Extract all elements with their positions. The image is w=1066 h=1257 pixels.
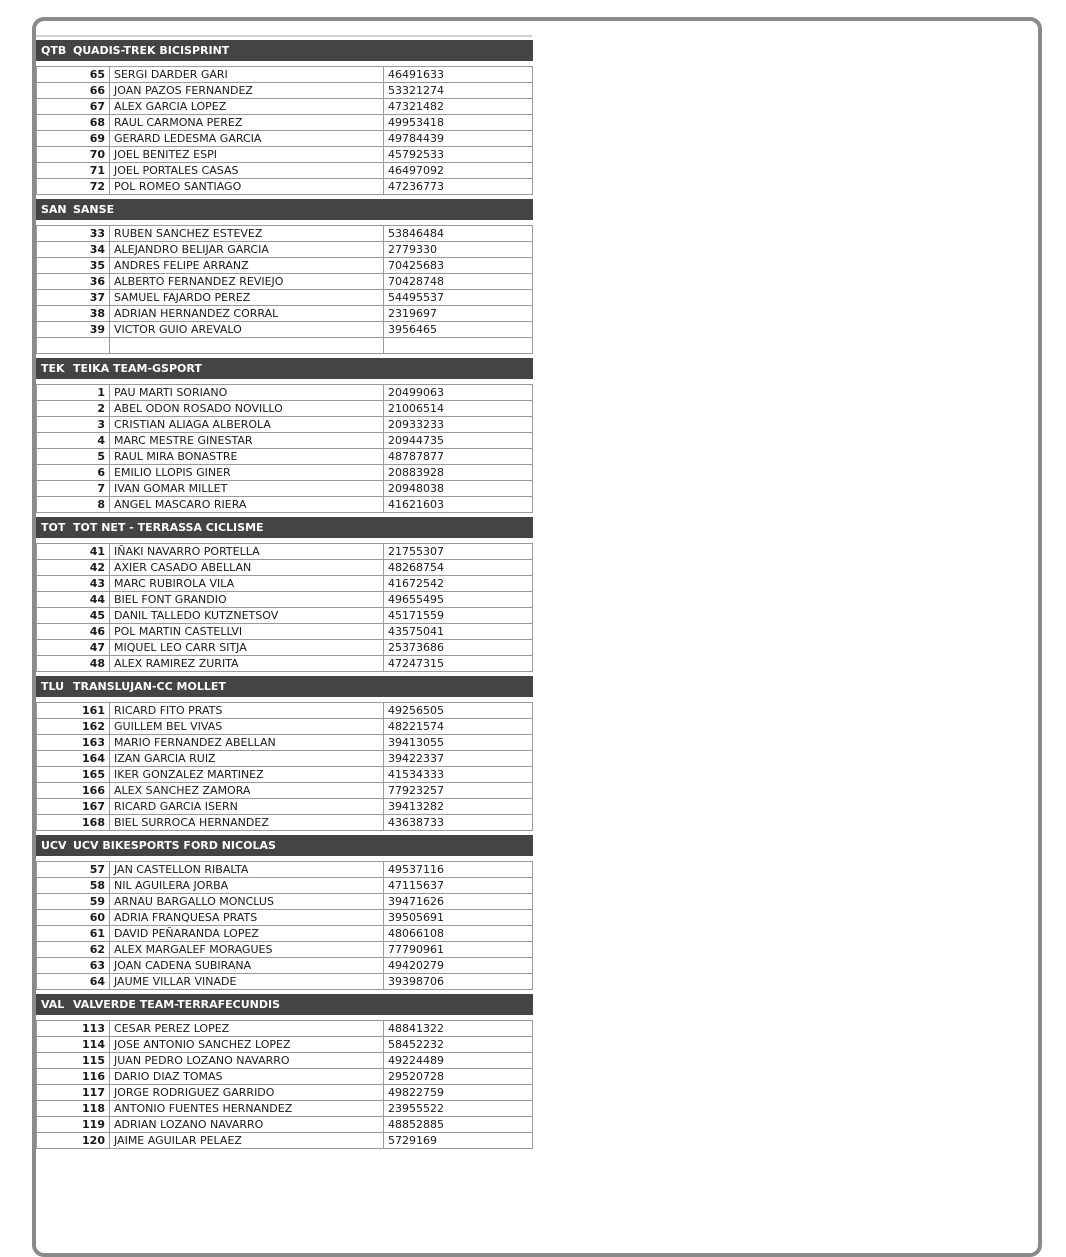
rider-name: MIQUEL LEO CARR SITJA xyxy=(110,640,384,656)
rider-name: ANDRES FELIPE ARRANZ xyxy=(110,258,384,274)
rider-number: 36 xyxy=(37,274,110,290)
rider-license-id: 20948038 xyxy=(384,481,533,497)
team-block xyxy=(36,835,533,994)
rider-row xyxy=(37,576,533,592)
team-block xyxy=(36,199,533,358)
rider-number: 43 xyxy=(37,576,110,592)
rider-row xyxy=(37,1021,533,1037)
rider-name: ALEX GARCIA LOPEZ xyxy=(110,99,384,115)
rider-license-id: 70425683 xyxy=(384,258,533,274)
rider-license-id: 45792533 xyxy=(384,147,533,163)
rider-license-id: 41534333 xyxy=(384,767,533,783)
rider-name: ANGEL MASCARO RIERA xyxy=(110,497,384,513)
rider-name: RAUL CARMONA PEREZ xyxy=(110,115,384,131)
rider-name: ADRIAN HERNANDEZ CORRAL xyxy=(110,306,384,322)
rider-license-id: 2779330 xyxy=(384,242,533,258)
rider-row xyxy=(37,258,533,274)
rider-name: EMILIO LLOPIS GINER xyxy=(110,465,384,481)
rider-number: 45 xyxy=(37,608,110,624)
rider-name: CESAR PEREZ LOPEZ xyxy=(110,1021,384,1037)
rider-number: 1 xyxy=(37,385,110,401)
rider-number: 8 xyxy=(37,497,110,513)
rider-license-id: 47236773 xyxy=(384,179,533,195)
rider-number: 161 xyxy=(37,703,110,719)
rider-name: ARNAU BARGALLO MONCLUS xyxy=(110,894,384,910)
rider-name: JAIME AGUILAR PELAEZ xyxy=(110,1133,384,1149)
rider-number: 39 xyxy=(37,322,110,338)
rider-name: ALEJANDRO BELIJAR GARCIA xyxy=(110,242,384,258)
rider-number: 168 xyxy=(37,815,110,831)
rider-row xyxy=(37,465,533,481)
rider-number: 116 xyxy=(37,1069,110,1085)
rider-license-id: 43638733 xyxy=(384,815,533,831)
rider-row xyxy=(37,910,533,926)
rider-number: 41 xyxy=(37,544,110,560)
rider-name: ALEX MARGALEF MORAGUES xyxy=(110,942,384,958)
rider-number: 117 xyxy=(37,1085,110,1101)
rider-row xyxy=(37,481,533,497)
rider-number: 60 xyxy=(37,910,110,926)
rider-name: JAUME VILLAR VINADE xyxy=(110,974,384,990)
rider-number: 6 xyxy=(37,465,110,481)
team-name: TRANSLUJAN-CC MOLLET xyxy=(73,680,226,693)
rider-license-id: 39413282 xyxy=(384,799,533,815)
rider-row xyxy=(37,67,533,83)
rider-number: 163 xyxy=(37,735,110,751)
rider-license-id: 49655495 xyxy=(384,592,533,608)
team-block xyxy=(36,517,533,676)
rider-number: 72 xyxy=(37,179,110,195)
rider-number: 120 xyxy=(37,1133,110,1149)
rider-number: 46 xyxy=(37,624,110,640)
rider-license-id: 20933233 xyxy=(384,417,533,433)
rider-license-id: 49256505 xyxy=(384,703,533,719)
rider-row xyxy=(37,417,533,433)
rider-license-id: 58452232 xyxy=(384,1037,533,1053)
rider-name: ABEL ODON ROSADO NOVILLO xyxy=(110,401,384,417)
rider-number: 66 xyxy=(37,83,110,99)
rider-license-id: 49822759 xyxy=(384,1085,533,1101)
rider-license-id: 48787877 xyxy=(384,449,533,465)
rider-name: IVAN GOMAR MILLET xyxy=(110,481,384,497)
rider-row xyxy=(37,338,533,354)
rider-number: 3 xyxy=(37,417,110,433)
rider-name: MARC RUBIROLA VILA xyxy=(110,576,384,592)
rider-number: 119 xyxy=(37,1117,110,1133)
rider-number: 71 xyxy=(37,163,110,179)
rider-license-id: 48221574 xyxy=(384,719,533,735)
rider-license-id: 39413055 xyxy=(384,735,533,751)
rider-license-id: 47115637 xyxy=(384,878,533,894)
rider-number: 2 xyxy=(37,401,110,417)
rider-row xyxy=(37,703,533,719)
rider-name: DARIO DIAZ TOMAS xyxy=(110,1069,384,1085)
team-name: QUADIS-TREK BICISPRINT xyxy=(73,44,230,57)
rider-row xyxy=(37,544,533,560)
rider-number: 35 xyxy=(37,258,110,274)
rider-license-id: 49224489 xyxy=(384,1053,533,1069)
rider-license-id: 39471626 xyxy=(384,894,533,910)
rider-name: ANTONIO FUENTES HERNANDEZ xyxy=(110,1101,384,1117)
rider-row xyxy=(37,815,533,831)
rider-number: 34 xyxy=(37,242,110,258)
rider-row xyxy=(37,1117,533,1133)
rider-number: 44 xyxy=(37,592,110,608)
rider-number: 42 xyxy=(37,560,110,576)
rider-license-id: 29520728 xyxy=(384,1069,533,1085)
rider-name: JOAN PAZOS FERNANDEZ xyxy=(110,83,384,99)
rider-license-id: 49420279 xyxy=(384,958,533,974)
rider-number: 114 xyxy=(37,1037,110,1053)
rider-number: 165 xyxy=(37,767,110,783)
rider-row xyxy=(37,226,533,242)
team-code: VAL xyxy=(41,998,65,1011)
rider-name: RICARD GARCIA ISERN xyxy=(110,799,384,815)
rider-name: MARIO FERNANDEZ ABELLAN xyxy=(110,735,384,751)
rider-row xyxy=(37,131,533,147)
team-block xyxy=(36,358,533,517)
rider-name xyxy=(110,338,384,354)
team-code: SAN xyxy=(41,203,67,216)
rider-row xyxy=(37,449,533,465)
rider-row xyxy=(37,624,533,640)
rider-row xyxy=(37,83,533,99)
rider-row xyxy=(37,592,533,608)
rider-license-id: 20499063 xyxy=(384,385,533,401)
rider-license-id: 54495537 xyxy=(384,290,533,306)
rider-name: ADRIA FRANQUESA PRATS xyxy=(110,910,384,926)
rider-table xyxy=(36,543,533,672)
team-name: TOT NET - TERRASSA CICLISME xyxy=(73,521,264,534)
rider-number: 37 xyxy=(37,290,110,306)
rider-license-id: 53846484 xyxy=(384,226,533,242)
rider-number: 47 xyxy=(37,640,110,656)
rider-number: 162 xyxy=(37,719,110,735)
rider-row xyxy=(37,878,533,894)
rider-row xyxy=(37,322,533,338)
rider-name: DANIL TALLEDO KUTZNETSOV xyxy=(110,608,384,624)
rider-name: DAVID PEÑARANDA LOPEZ xyxy=(110,926,384,942)
team-header xyxy=(36,676,533,697)
rider-number: 164 xyxy=(37,751,110,767)
rider-name: POL ROMEO SANTIAGO xyxy=(110,179,384,195)
rider-license-id: 21006514 xyxy=(384,401,533,417)
rider-license-id: 45171559 xyxy=(384,608,533,624)
rider-license-id: 43575041 xyxy=(384,624,533,640)
rider-name: CRISTIAN ALIAGA ALBEROLA xyxy=(110,417,384,433)
rider-name: ALBERTO FERNANDEZ REVIEJO xyxy=(110,274,384,290)
rider-row xyxy=(37,179,533,195)
rider-name: RUBEN SANCHEZ ESTEVEZ xyxy=(110,226,384,242)
rider-row xyxy=(37,751,533,767)
rider-license-id: 20883928 xyxy=(384,465,533,481)
rider-number: 65 xyxy=(37,67,110,83)
rider-number: 61 xyxy=(37,926,110,942)
rider-name: ALEX SANCHEZ ZAMORA xyxy=(110,783,384,799)
rider-number: 57 xyxy=(37,862,110,878)
team-roster-list xyxy=(36,40,533,1153)
rider-row xyxy=(37,401,533,417)
rider-number: 166 xyxy=(37,783,110,799)
rider-row xyxy=(37,163,533,179)
rider-number: 33 xyxy=(37,226,110,242)
rider-row xyxy=(37,306,533,322)
rider-row xyxy=(37,1037,533,1053)
rider-number: 68 xyxy=(37,115,110,131)
team-block xyxy=(36,40,533,199)
rider-license-id: 39398706 xyxy=(384,974,533,990)
rider-row xyxy=(37,862,533,878)
rider-name: JOEL BENITEZ ESPI xyxy=(110,147,384,163)
rider-name: JOEL PORTALES CASAS xyxy=(110,163,384,179)
rider-license-id: 39422337 xyxy=(384,751,533,767)
rider-row xyxy=(37,1085,533,1101)
team-name: UCV BIKESPORTS FORD NICOLAS xyxy=(73,839,276,852)
rider-license-id: 25373686 xyxy=(384,640,533,656)
rider-name: JOSE ANTONIO SANCHEZ LOPEZ xyxy=(110,1037,384,1053)
rider-license-id: 49537116 xyxy=(384,862,533,878)
rider-row xyxy=(37,735,533,751)
rider-row xyxy=(37,799,533,815)
rider-license-id: 48066108 xyxy=(384,926,533,942)
rider-row xyxy=(37,1053,533,1069)
rider-number: 58 xyxy=(37,878,110,894)
rider-license-id: 41621603 xyxy=(384,497,533,513)
rider-license-id: 3956465 xyxy=(384,322,533,338)
team-code: TLU xyxy=(41,680,65,693)
team-block xyxy=(36,994,533,1153)
rider-name: IKER GONZALEZ MARTINEZ xyxy=(110,767,384,783)
rider-table xyxy=(36,702,533,831)
rider-row xyxy=(37,942,533,958)
rider-row xyxy=(37,433,533,449)
rider-number: 63 xyxy=(37,958,110,974)
team-code: TEK xyxy=(41,362,65,375)
rider-name: AXIER CASADO ABELLAN xyxy=(110,560,384,576)
rider-license-id: 5729169 xyxy=(384,1133,533,1149)
rider-number: 48 xyxy=(37,656,110,672)
rider-name: SERGI DARDER GARI xyxy=(110,67,384,83)
rider-row xyxy=(37,656,533,672)
rider-license-id: 20944735 xyxy=(384,433,533,449)
rider-table xyxy=(36,384,533,513)
rider-license-id: 46491633 xyxy=(384,67,533,83)
rider-number: 167 xyxy=(37,799,110,815)
rider-name: IZAN GARCIA RUIZ xyxy=(110,751,384,767)
team-header xyxy=(36,994,533,1015)
rider-row xyxy=(37,242,533,258)
rider-row xyxy=(37,926,533,942)
rider-license-id: 41672542 xyxy=(384,576,533,592)
team-header xyxy=(36,358,533,379)
rider-number: 59 xyxy=(37,894,110,910)
rider-row xyxy=(37,958,533,974)
rider-row xyxy=(37,497,533,513)
rider-name: RAUL MIRA BONASTRE xyxy=(110,449,384,465)
rider-number: 113 xyxy=(37,1021,110,1037)
rider-name: MARC MESTRE GINESTAR xyxy=(110,433,384,449)
rider-license-id: 49953418 xyxy=(384,115,533,131)
rider-row xyxy=(37,894,533,910)
rider-name: BIEL FONT GRANDIO xyxy=(110,592,384,608)
rider-number: 62 xyxy=(37,942,110,958)
rider-number: 7 xyxy=(37,481,110,497)
team-header xyxy=(36,835,533,856)
rider-license-id: 46497092 xyxy=(384,163,533,179)
rider-name: SAMUEL FAJARDO PEREZ xyxy=(110,290,384,306)
rider-license-id: 47247315 xyxy=(384,656,533,672)
rider-name: ALEX RAMIREZ ZURITA xyxy=(110,656,384,672)
rider-row xyxy=(37,640,533,656)
rider-name: JORGE RODRIGUEZ GARRIDO xyxy=(110,1085,384,1101)
rider-row xyxy=(37,99,533,115)
top-divider xyxy=(36,35,532,37)
rider-license-id: 39505691 xyxy=(384,910,533,926)
rider-license-id: 70428748 xyxy=(384,274,533,290)
rider-row xyxy=(37,147,533,163)
rider-name: JUAN PEDRO LOZANO NAVARRO xyxy=(110,1053,384,1069)
rider-row xyxy=(37,1069,533,1085)
rider-license-id: 21755307 xyxy=(384,544,533,560)
rider-name: GUILLEM BEL VIVAS xyxy=(110,719,384,735)
rider-number: 38 xyxy=(37,306,110,322)
rider-row xyxy=(37,767,533,783)
rider-row xyxy=(37,719,533,735)
rider-row xyxy=(37,560,533,576)
rider-license-id: 48841322 xyxy=(384,1021,533,1037)
rider-table xyxy=(36,861,533,990)
rider-row xyxy=(37,1101,533,1117)
rider-name: JAN CASTELLON RIBALTA xyxy=(110,862,384,878)
rider-license-id: 2319697 xyxy=(384,306,533,322)
rider-license-id: 48268754 xyxy=(384,560,533,576)
rider-name: VICTOR GUIO AREVALO xyxy=(110,322,384,338)
rider-license-id: 23955522 xyxy=(384,1101,533,1117)
rider-name: BIEL SURROCA HERNANDEZ xyxy=(110,815,384,831)
rider-name: JOAN CADENA SUBIRANA xyxy=(110,958,384,974)
rider-number xyxy=(37,338,110,354)
rider-row xyxy=(37,385,533,401)
team-code: UCV xyxy=(41,839,67,852)
rider-row xyxy=(37,115,533,131)
rider-license-id: 47321482 xyxy=(384,99,533,115)
rider-row xyxy=(37,974,533,990)
rider-name: RICARD FITO PRATS xyxy=(110,703,384,719)
team-name: TEIKA TEAM-GSPORT xyxy=(73,362,202,375)
team-block xyxy=(36,676,533,835)
team-header xyxy=(36,199,533,220)
team-code: TOT xyxy=(41,521,66,534)
rider-row xyxy=(37,274,533,290)
rider-number: 4 xyxy=(37,433,110,449)
rider-license-id xyxy=(384,338,533,354)
rider-row xyxy=(37,608,533,624)
rider-table xyxy=(36,225,533,354)
rider-row xyxy=(37,1133,533,1149)
rider-name: ADRIAN LOZANO NAVARRO xyxy=(110,1117,384,1133)
rider-number: 5 xyxy=(37,449,110,465)
rider-name: POL MARTIN CASTELLVI xyxy=(110,624,384,640)
rider-name: NIL AGUILERA JORBA xyxy=(110,878,384,894)
rider-name: IÑAKI NAVARRO PORTELLA xyxy=(110,544,384,560)
rider-number: 69 xyxy=(37,131,110,147)
rider-license-id: 49784439 xyxy=(384,131,533,147)
rider-name: PAU MARTI SORIANO xyxy=(110,385,384,401)
rider-license-id: 48852885 xyxy=(384,1117,533,1133)
rider-number: 118 xyxy=(37,1101,110,1117)
team-header xyxy=(36,517,533,538)
rider-license-id: 53321274 xyxy=(384,83,533,99)
team-name: VALVERDE TEAM-TERRAFECUNDIS xyxy=(73,998,281,1011)
team-header xyxy=(36,40,533,61)
team-code: QTB xyxy=(41,44,67,57)
rider-row xyxy=(37,783,533,799)
rider-row xyxy=(37,290,533,306)
rider-number: 70 xyxy=(37,147,110,163)
rider-number: 115 xyxy=(37,1053,110,1069)
rider-number: 64 xyxy=(37,974,110,990)
rider-table xyxy=(36,66,533,195)
rider-license-id: 77790961 xyxy=(384,942,533,958)
rider-license-id: 77923257 xyxy=(384,783,533,799)
rider-number: 67 xyxy=(37,99,110,115)
rider-table xyxy=(36,1020,533,1149)
rider-name: GERARD LEDESMA GARCIA xyxy=(110,131,384,147)
team-name: SANSE xyxy=(73,203,115,216)
